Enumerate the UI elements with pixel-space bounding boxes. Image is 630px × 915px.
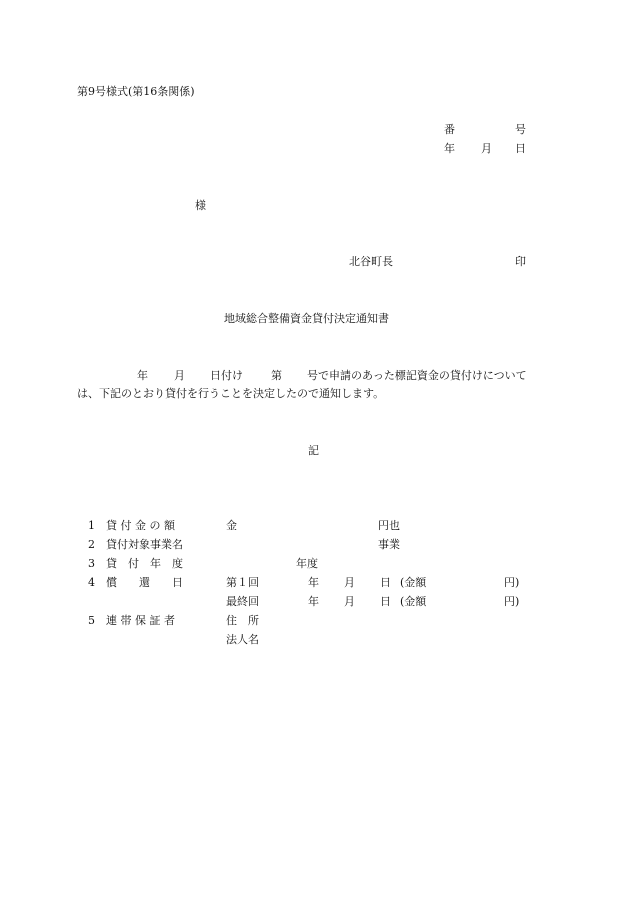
item-1-number: 1 xyxy=(88,519,95,532)
loan-amount-prefix: 金 xyxy=(226,519,237,532)
number-suffix: 号 xyxy=(515,123,526,136)
body-line2-text: は、下記のとおり貸付を行うことを決定したので通知します。 xyxy=(77,387,385,400)
body-month-label: 月 xyxy=(174,369,185,382)
item-3-label: 貸 付 年 度 xyxy=(106,557,183,570)
repayment-final-amount-label: (金額 xyxy=(400,595,427,608)
date-year-label: 年 xyxy=(444,142,455,155)
item-2-number: 2 xyxy=(88,538,95,551)
repayment-first-month: 月 xyxy=(344,576,355,589)
guarantor-address-label: 住 所 xyxy=(226,614,259,627)
repayment-first-day: 日 xyxy=(380,576,391,589)
item-4-label: 償 還 日 xyxy=(106,576,183,589)
repayment-final-label: 最終回 xyxy=(226,595,259,608)
repayment-first-year: 年 xyxy=(308,576,319,589)
item-3-number: 3 xyxy=(88,557,95,570)
item-1-label: 貸 付 金 の 額 xyxy=(106,519,175,532)
item-5-number: 5 xyxy=(88,614,95,627)
form-reference: 第9号様式(第16条関係) xyxy=(77,85,195,98)
addressee-suffix: 様 xyxy=(195,199,206,212)
repayment-final-month: 月 xyxy=(344,595,355,608)
issuer-name: 北谷町長 xyxy=(349,255,393,268)
loan-amount-suffix: 円也 xyxy=(378,519,400,532)
item-5-label: 連 帯 保 証 者 xyxy=(106,614,175,627)
repayment-first-amount-label: (金額 xyxy=(400,576,427,589)
repayment-final-day: 日 xyxy=(380,595,391,608)
ki-heading: 記 xyxy=(308,444,319,457)
repayment-first-label: 第１回 xyxy=(226,576,259,589)
number-label: 番 xyxy=(444,123,455,136)
document-title: 地域総合整備資金貸付決定通知書 xyxy=(224,312,389,325)
body-line1-text: 号で申請のあった標記資金の貸付けについて xyxy=(307,369,527,382)
repayment-final-amount-close: 円) xyxy=(504,595,520,608)
date-month-label: 月 xyxy=(481,142,492,155)
item-2-label: 貸付対象事業名 xyxy=(106,538,183,551)
date-day-label: 日 xyxy=(515,142,526,155)
body-dai-label: 第 xyxy=(271,369,282,382)
item-4-number: 4 xyxy=(88,576,95,589)
repayment-first-amount-close: 円) xyxy=(504,576,520,589)
project-name-suffix: 事業 xyxy=(378,538,400,551)
guarantor-corp-label: 法人名 xyxy=(226,633,259,646)
loan-year-suffix: 年度 xyxy=(296,557,318,570)
body-year-label: 年 xyxy=(137,369,148,382)
repayment-final-year: 年 xyxy=(308,595,319,608)
issuer-seal: 印 xyxy=(515,255,526,268)
body-date-suffix: 日付け xyxy=(210,369,243,382)
